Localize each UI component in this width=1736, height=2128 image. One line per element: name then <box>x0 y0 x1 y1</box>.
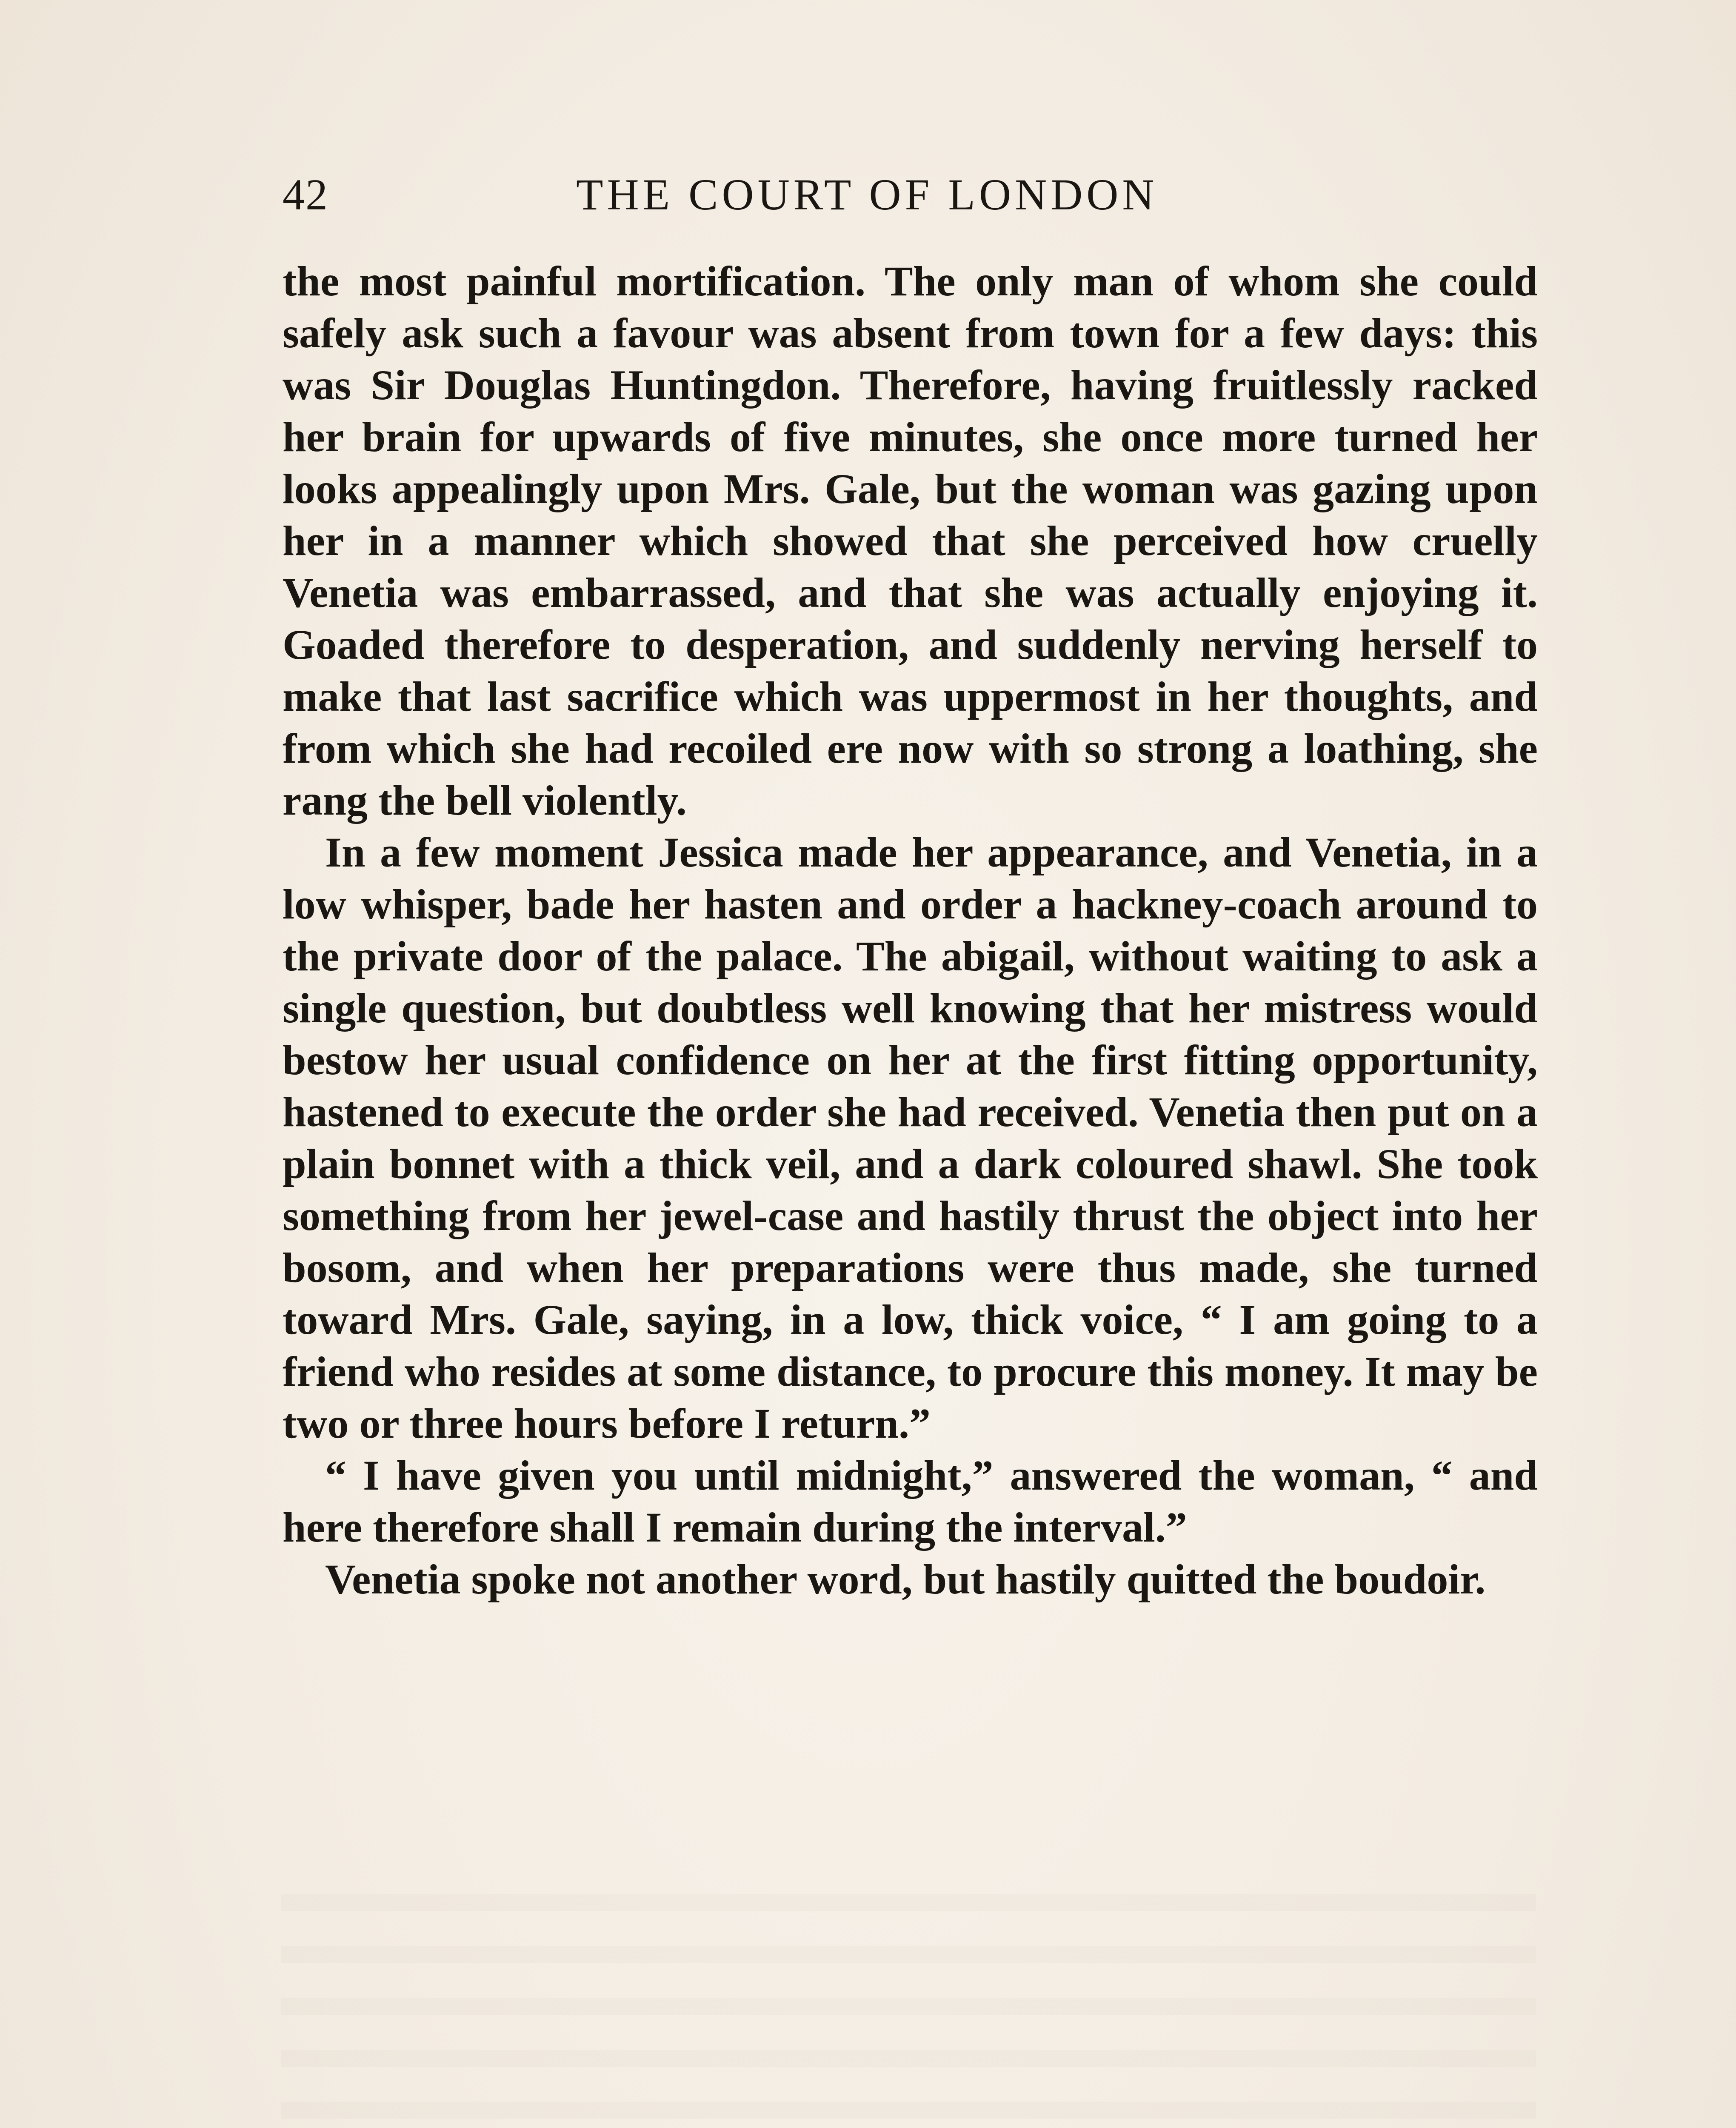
paragraph-3: “ I have given you until midnight,” answered the woman, “ and here therefore shall I remain during the interval.” <box>283 1452 1538 1551</box>
paragraph-4: Venetia spoke not another word, but hastily quitted the boudoir. <box>325 1556 1486 1603</box>
show-through-texture <box>281 1894 1536 2128</box>
paragraph-1: the most painful mortification. The only man of whom she could safely ask such a favour was absent from town for a few days: this was Sir Douglas Huntingdon. Therefore, having fruitlessly racked her brain for upwards of five minutes, she once more turned her looks appealingly upon Mrs. Gale, but the woman was gazing upon her in a manner which showed that she perceived how cruelly Venetia was embarrassed, and that she was actually enjoying it. Goaded therefore to desperation, and suddenly nerving herself to make that last sacrifice which was uppermost in her thoughts, and from which she had recoiled ere now with so strong a loathing, she rang the bell violently. <box>283 257 1538 824</box>
page-header <box>283 165 1538 225</box>
paragraph-2: In a few moment Jessica made her appearance, and Venetia, in a low whisper, bade her hasten and order a hackney-coach around to the private door of the palace. The abigail, without waiting to ask a single question, but doubtless well knowing that her mistress would bestow her usual confidence on her at the first fitting opportunity, hastened to execute the order she had received. Venetia then put on a plain bonnet with a thick veil, and a dark coloured shawl. She took something from her jewel-case and hastily thrust the object into her bosom, and when her preparations were thus made, she turned toward Mrs. Gale, saying, in a low, thick voice, “ I am going to a friend who resides at some distance, to procure this money. It may be two or three hours before I return.” <box>283 829 1538 1447</box>
running-head: THE COURT OF LONDON <box>576 170 1158 219</box>
body-text <box>283 255 1538 1605</box>
page-number: 42 <box>283 170 328 219</box>
